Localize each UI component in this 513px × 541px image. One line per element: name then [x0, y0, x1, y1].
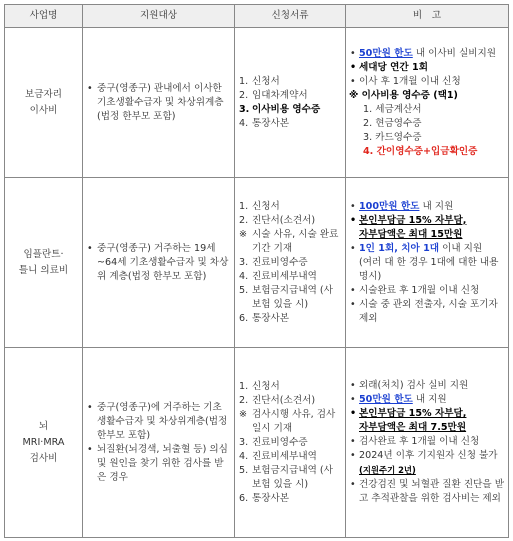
documents-cell [235, 28, 346, 178]
note-item: ※ 이사비용 영수증 (택1) [349, 89, 458, 101]
target-item: • 뇌질환(뇌경색, 뇌출혈 등) 의심 및 원인을 찾기 위한 검사를 받은 경우 [86, 443, 231, 485]
doc-item: ※ 검사시행 사유, 검사일시 기재 [239, 408, 336, 434]
doc-item: 3. 이사비용 영수증 [239, 103, 321, 115]
note-subitem: 2. 현금영수증 [363, 117, 422, 129]
note-item: • 1인 1회, 치아 1대 이내 지원 (여러 대 한 경우 1대에 대한 내용 명시) [349, 242, 505, 284]
doc-item: 3. 진료비영수증 [239, 436, 308, 448]
header-program-name: 사업명 [5, 5, 83, 28]
note-subitem: 1. 세금계산서 [363, 103, 422, 115]
doc-item: 1. 신청서 [239, 200, 280, 212]
table-row-brain-mri [5, 348, 509, 538]
note-item: • 검사완료 후 1개월 이내 신청 [349, 435, 505, 449]
doc-item: 2. 임대차계약서 [239, 89, 308, 101]
note-item: • 외래(처치) 검사 실비 지원 [349, 379, 505, 393]
doc-item: 5. 보험금지급내역 (사보험 있을 시) [239, 284, 333, 310]
notes-cell [346, 28, 509, 178]
support-program-table-container [4, 4, 508, 537]
target-cell [83, 348, 235, 538]
documents-cell [235, 348, 346, 538]
note-item: • 본인부담금 15% 자부담, 자부담액은 최대 7.5만원 [349, 407, 505, 435]
note-item: • 2024년 이후 기지원자 신청 불가 (지원주기 2년) [349, 449, 505, 478]
note-item: • 시술 중 관외 전출자, 시술 포기자 제외 [349, 298, 505, 326]
doc-item: 3. 진료비영수증 [239, 256, 308, 268]
doc-item: 4. 통장사본 [239, 117, 290, 129]
doc-item: 5. 보험금지급내역 (사보험 있을 시) [239, 464, 333, 490]
support-program-table [4, 4, 509, 538]
notes-cell [346, 178, 509, 348]
doc-item: 6. 통장사본 [239, 492, 290, 504]
target-item: • 중구(영종구) 관내에서 이사한 기초생활수급자 및 차상위계층(법정 한부모 포함) [86, 82, 231, 124]
doc-item: 4. 진료비세부내역 [239, 270, 317, 282]
note-subitem: 3. 카드영수증 [363, 131, 422, 143]
doc-item: 1. 신청서 [239, 380, 280, 392]
program-name: 임플란트· 틀니 의료비 [5, 178, 83, 348]
target-cell [83, 28, 235, 178]
program-name: 뇌 MRI·MRA 검사비 [5, 348, 83, 538]
header-target: 지원대상 [83, 5, 235, 28]
note-item: • 시술완료 후 1개월 이내 신청 [349, 284, 505, 298]
table-row-implant-denture [5, 178, 509, 348]
doc-item: 4. 진료비세부내역 [239, 450, 317, 462]
doc-item: 6. 통장사본 [239, 312, 290, 324]
note-item: • 본인부담금 15% 자부담, 자부담액은 최대 15만원 [349, 214, 505, 242]
target-item: • 중구(영종구)에 거주하는 기초생활수급자 및 차상위계층(법정 한부모 포함) [86, 401, 231, 443]
note-item: • 건강검진 및 뇌혈관 질환 진단을 받고 추적관찰을 위한 검사비는 제외 [349, 478, 505, 506]
target-item: • 중구(영종구) 거주하는 19세~64세 기초생활수급자 및 차상위 계층(법정 한부모 포함) [86, 242, 231, 284]
documents-cell [235, 178, 346, 348]
table-row-moving-cost [5, 28, 509, 178]
doc-item: 2. 진단서(소견서) [239, 394, 316, 406]
doc-item: 2. 진단서(소견서) [239, 214, 316, 226]
note-item: • 이사 후 1개월 이내 신청 [349, 75, 505, 89]
note-subitem: 4. 간이영수증+입금확인증 [363, 145, 478, 157]
header-notes: 비 고 [346, 5, 509, 28]
note-item: • 50만원 한도 내 이사비 실비지원 [349, 47, 505, 61]
target-cell [83, 178, 235, 348]
doc-item: ※ 시술 사유, 시술 완료 기간 기재 [239, 228, 339, 254]
note-item: • 세대당 연간 1회 [349, 61, 505, 75]
header-documents: 신청서류 [235, 5, 346, 28]
note-item: • 50만원 한도 내 지원 [349, 393, 505, 407]
notes-cell [346, 348, 509, 538]
program-name: 보금자리 이사비 [5, 28, 83, 178]
doc-item: 1. 신청서 [239, 75, 280, 87]
header-row [5, 5, 509, 28]
note-item: • 100만원 한도 내 지원 [349, 200, 505, 214]
